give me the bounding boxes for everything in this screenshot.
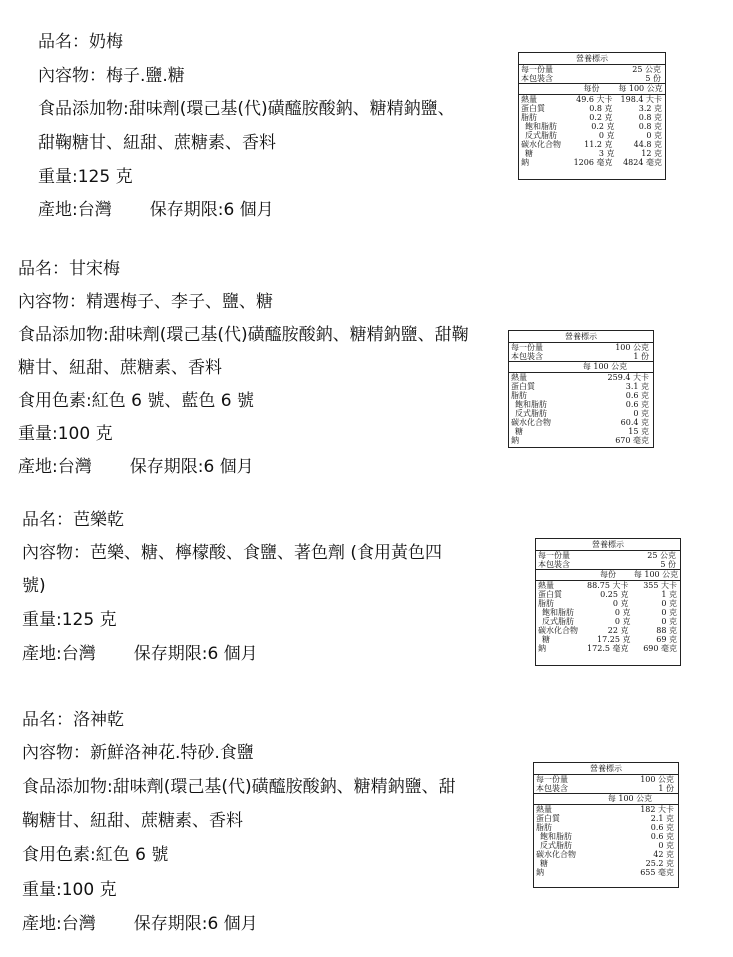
nutrient-value: 0.6 克 [650, 823, 674, 832]
nutrient-name: 鈉 [538, 644, 546, 653]
product-additives-cont: 甜鞠糖甘、紐甜、蔗糖素、香料 [38, 133, 276, 153]
product-shelf-life: 保存期限:6 個月 [133, 644, 258, 664]
nutrient-name: 碳水化合物 [521, 140, 561, 149]
product-name: 品名：甘宋梅 [18, 259, 120, 279]
nutrient-value: 0.2 克 [591, 122, 615, 131]
product-origin: 產地:台灣 [22, 644, 96, 664]
nutrient-value: 655 毫克 [640, 868, 674, 877]
nutrient-row [534, 805, 678, 814]
nutrient-value: 0.6 克 [625, 391, 649, 400]
nutrition-label [508, 330, 654, 448]
product-shelf-life: 保存期限:6 個月 [133, 914, 258, 934]
serving-size-label: 每一份量 [536, 775, 568, 784]
product-origin: 產地:台灣 [38, 200, 112, 220]
nutrient-row [519, 149, 665, 158]
nutrient-name: 鈉 [521, 158, 529, 167]
servings-per-pack-row [509, 352, 653, 361]
nutrient-value: 0 克 [612, 599, 629, 608]
servings-per-pack-label: 本包裝含 [511, 352, 543, 361]
nutrient-value: 0 克 [598, 131, 615, 140]
nutrient-value: 17.25 克 [597, 635, 631, 644]
nutrient-value: 11.2 克 [584, 140, 613, 149]
nutrient-row [509, 382, 653, 391]
product-name: 品名：奶梅 [38, 32, 123, 52]
product-weight: 重量:100 克 [22, 880, 117, 900]
column-header: 每 100 公克 [618, 84, 663, 93]
nutrient-name: 糖 [525, 149, 533, 158]
nutrient-row [536, 617, 680, 626]
product-shelf-life: 保存期限:6 個月 [129, 457, 254, 477]
nutrient-name: 反式脂肪 [515, 409, 547, 418]
nutrient-row [534, 868, 678, 877]
nutrient-value: 0.6 克 [625, 400, 649, 409]
servings-per-pack-label: 本包裝含 [538, 560, 570, 569]
servings-per-pack-row [534, 784, 678, 793]
nutrient-row [534, 832, 678, 841]
nutrient-value: 3.2 克 [638, 104, 662, 113]
nutrient-value: 25.2 克 [645, 859, 674, 868]
nutrient-row [536, 599, 680, 608]
nutrient-value: 88 克 [656, 626, 677, 635]
nutrient-value: 12 克 [641, 149, 662, 158]
nutrient-row [509, 400, 653, 409]
nutrient-name: 碳水化合物 [538, 626, 578, 635]
product-ingredients: 內容物：梅子.鹽.糖 [38, 66, 185, 86]
nutrient-row [536, 635, 680, 644]
nutrient-value: 0 克 [646, 131, 662, 140]
nutrient-row [519, 113, 665, 122]
nutrient-value: 0 克 [658, 841, 674, 850]
servings-per-pack-value: 1 份 [633, 352, 649, 361]
servings-per-pack-label: 本包裝含 [536, 784, 568, 793]
nutrient-name: 碳水化合物 [536, 850, 576, 859]
nutrient-value: 1206 毫克 [573, 158, 613, 167]
nutrient-name: 飽和脂肪 [540, 832, 572, 841]
nutrient-value: 69 克 [656, 635, 677, 644]
product-origin: 產地:台灣 [22, 914, 96, 934]
nutrient-name: 反式脂肪 [525, 131, 557, 140]
nutrient-row [519, 95, 665, 104]
nutrient-value: 690 毫克 [643, 644, 677, 653]
column-header-blank [509, 362, 557, 372]
nutrient-name: 蛋白質 [521, 104, 545, 113]
product-ingredients: 內容物：新鮮洛神花.特砂.食鹽 [22, 743, 254, 763]
nutrient-value: 60.4 克 [620, 418, 649, 427]
nutrient-value: 44.8 克 [633, 140, 662, 149]
product-origin-row [22, 914, 258, 934]
nutrient-value: 0.8 克 [638, 122, 662, 131]
product-additives-cont: 鞠糖甘、紐甜、蔗糖素、香料 [22, 811, 243, 831]
nutrient-name: 飽和脂肪 [542, 608, 574, 617]
nutrient-row [509, 391, 653, 400]
nutrient-row [534, 814, 678, 823]
nutrient-name: 脂肪 [511, 391, 527, 400]
column-header-blank [519, 84, 567, 94]
nutrient-value: 0 克 [614, 617, 631, 626]
nutrient-name: 鈉 [511, 436, 519, 445]
nutrient-row [536, 644, 680, 653]
column-header: 每 100 公克 [633, 570, 679, 579]
nutrient-name: 熱量 [511, 373, 527, 382]
servings-per-pack-value: 1 份 [658, 784, 674, 793]
serving-size-row [536, 551, 680, 560]
nutrient-value: 88.75 大卡 [587, 581, 629, 590]
product-additives: 食品添加物:甜味劑(環己基(代)磺醯胺酸鈉、糖精鈉鹽、 [38, 99, 455, 119]
nutrient-row [509, 436, 653, 445]
nutrient-value: 0 克 [661, 599, 677, 608]
nutrient-value: 670 毫克 [615, 436, 649, 445]
nutrient-name: 蛋白質 [536, 814, 560, 823]
nutrient-name: 熱量 [538, 581, 554, 590]
column-header-blank [536, 570, 584, 580]
nutrient-name: 飽和脂肪 [515, 400, 547, 409]
nutrient-value: 42 克 [653, 850, 674, 859]
product-ingredients: 內容物：芭樂、糖、檸檬酸、食鹽、著色劑 (食用黃色四 [22, 543, 443, 563]
product-colorant: 食用色素:紅色 6 號、藍色 6 號 [18, 391, 254, 411]
column-header: 每 100 公克 [607, 794, 653, 803]
nutrient-name: 熱量 [536, 805, 552, 814]
nutrient-value: 355 大卡 [643, 581, 677, 590]
nutrient-row [519, 104, 665, 113]
nutrient-name: 蛋白質 [538, 590, 562, 599]
nutrition-label [535, 538, 681, 666]
column-header: 每份 [600, 570, 616, 579]
nutrient-name: 碳水化合物 [511, 418, 551, 427]
serving-size-label: 每一份量 [538, 551, 570, 560]
nutrition-column-header [536, 569, 680, 581]
product-name: 品名：洛神乾 [22, 710, 124, 730]
serving-size-value: 100 公克 [615, 343, 649, 352]
nutrient-name: 熱量 [521, 95, 537, 104]
nutrient-value: 3.1 克 [625, 382, 649, 391]
product-shelf-life: 保存期限:6 個月 [149, 200, 274, 220]
nutrient-row [509, 427, 653, 436]
serving-size-label: 每一份量 [511, 343, 543, 352]
nutrient-value: 182 大卡 [640, 805, 674, 814]
nutrient-value: 1 克 [661, 590, 677, 599]
nutrient-value: 2.1 克 [650, 814, 674, 823]
servings-per-pack-label: 本包裝含 [521, 74, 553, 83]
product-name: 品名：芭樂乾 [22, 510, 124, 530]
nutrition-label [533, 762, 679, 888]
nutrient-value: 3 克 [598, 149, 615, 158]
nutrient-row [519, 140, 665, 149]
nutrient-name: 糖 [515, 427, 523, 436]
nutrient-row [509, 418, 653, 427]
nutrient-row [536, 626, 680, 635]
product-origin-row [38, 200, 274, 220]
column-header: 每 100 公克 [582, 362, 628, 371]
column-header: 每份 [583, 84, 600, 93]
nutrient-name: 反式脂肪 [540, 841, 572, 850]
column-header-blank [534, 794, 582, 804]
nutrient-row [534, 823, 678, 832]
nutrient-row [534, 841, 678, 850]
serving-size-row [519, 65, 665, 74]
nutrient-name: 糖 [540, 859, 548, 868]
nutrient-name: 反式脂肪 [542, 617, 574, 626]
servings-per-pack-value: 5 份 [645, 74, 661, 83]
nutrient-value: 0 克 [661, 608, 677, 617]
serving-size-row [534, 775, 678, 784]
serving-size-value: 25 公克 [632, 65, 661, 74]
nutrient-name: 飽和脂肪 [525, 122, 557, 131]
serving-size-value: 100 公克 [640, 775, 674, 784]
nutrient-row [509, 409, 653, 418]
servings-per-pack-row [536, 560, 680, 569]
nutrient-name: 蛋白質 [511, 382, 535, 391]
nutrient-name: 糖 [542, 635, 550, 644]
nutrient-row [536, 590, 680, 599]
nutrient-row [519, 158, 665, 167]
serving-size-row [509, 343, 653, 352]
nutrient-value: 4824 毫克 [623, 158, 662, 167]
product-origin-row [22, 644, 258, 664]
nutrition-label-title: 營養標示 [519, 53, 665, 65]
nutrient-value: 0 克 [661, 617, 677, 626]
product-ingredients-cont: 號) [22, 576, 46, 596]
serving-size-label: 每一份量 [521, 65, 553, 74]
nutrition-label-title: 營養標示 [534, 763, 678, 775]
nutrient-value: 0 克 [633, 409, 649, 418]
nutrient-value: 0 克 [614, 608, 631, 617]
servings-per-pack-value: 5 份 [660, 560, 676, 569]
nutrient-value: 172.5 毫克 [587, 644, 629, 653]
nutrient-value: 49.6 大卡 [576, 95, 613, 104]
serving-size-value: 25 公克 [647, 551, 676, 560]
nutrient-row [534, 859, 678, 868]
product-additives-cont: 糖甘、紐甜、蔗糖素、香料 [18, 358, 222, 378]
nutrient-value: 0.8 克 [638, 113, 662, 122]
nutrient-name: 脂肪 [536, 823, 552, 832]
nutrient-row [536, 608, 680, 617]
nutrient-row [519, 122, 665, 131]
nutrient-value: 198.4 大卡 [620, 95, 662, 104]
nutrient-value: 259.4 大卡 [607, 373, 649, 382]
nutrient-name: 鈉 [536, 868, 544, 877]
product-origin: 產地:台灣 [18, 457, 92, 477]
nutrient-value: 0.2 克 [589, 113, 613, 122]
product-weight: 重量:100 克 [18, 424, 113, 444]
nutrient-value: 15 克 [628, 427, 649, 436]
nutrient-value: 0.25 克 [600, 590, 629, 599]
nutrition-label [518, 52, 666, 180]
nutrition-label-title: 營養標示 [536, 539, 680, 551]
nutrient-row [519, 131, 665, 140]
nutrient-name: 脂肪 [521, 113, 537, 122]
nutrient-name: 脂肪 [538, 599, 554, 608]
nutrition-column-header [509, 361, 653, 373]
servings-per-pack-row [519, 74, 665, 83]
product-additives: 食品添加物:甜味劑(環己基(代)磺醯胺酸鈉、糖精鈉鹽、甜鞠 [18, 325, 469, 345]
nutrient-row [534, 850, 678, 859]
product-origin-row [18, 457, 254, 477]
nutrition-label-title: 營養標示 [509, 331, 653, 343]
product-weight: 重量:125 克 [38, 167, 133, 187]
product-colorant: 食用色素:紅色 6 號 [22, 845, 169, 865]
product-weight: 重量:125 克 [22, 610, 117, 630]
nutrient-value: 0.6 克 [650, 832, 674, 841]
nutrition-column-header [534, 793, 678, 805]
nutrition-column-header [519, 83, 665, 95]
product-ingredients: 內容物：精選梅子、李子、鹽、糖 [18, 292, 273, 312]
nutrient-value: 0.8 克 [589, 104, 613, 113]
product-additives: 食品添加物:甜味劑(環己基(代)磺醯胺酸鈉、糖精鈉鹽、甜 [22, 777, 456, 797]
nutrient-row [536, 581, 680, 590]
nutrient-value: 22 克 [607, 626, 629, 635]
nutrient-row [509, 373, 653, 382]
